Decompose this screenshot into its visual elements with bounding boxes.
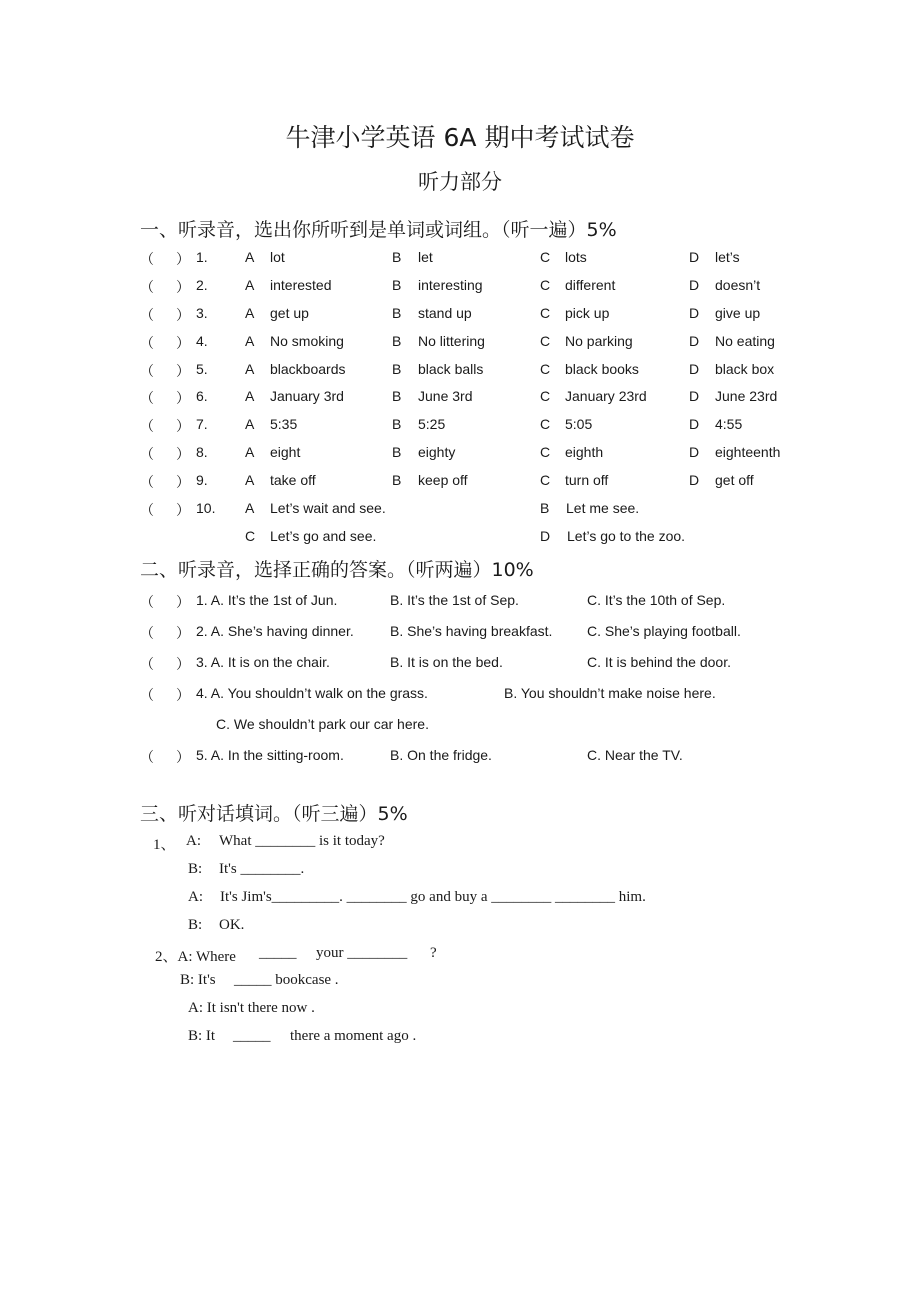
- option-text: pick up: [565, 305, 610, 321]
- option-text: January 23rd: [565, 388, 647, 404]
- option-text: different: [565, 277, 616, 293]
- answer-paren-open: （: [140, 363, 154, 379]
- dialogue-text: It's ________.: [219, 861, 305, 877]
- option-text: eighteenth: [715, 444, 781, 460]
- option-letter: D: [689, 361, 700, 377]
- dialogue-text: A:: [188, 889, 203, 905]
- option-letter: D: [689, 472, 700, 488]
- item-number: 3.: [196, 305, 208, 321]
- option-text: blackboards: [270, 361, 346, 377]
- option-letter: B: [540, 500, 550, 516]
- option-text: Let me see.: [566, 500, 640, 516]
- option-b: B. On the fridge.: [390, 747, 492, 763]
- dialogue-text: A: It isn't there now .: [188, 1000, 315, 1016]
- page-subtitle: 听力部分: [418, 170, 502, 194]
- option-text: stand up: [418, 305, 472, 321]
- answer-paren-close: ）: [176, 307, 190, 323]
- option-text: Let’s go to the zoo.: [567, 528, 686, 544]
- item-number: 1.: [196, 249, 208, 265]
- option-letter: B: [392, 333, 402, 349]
- option-letter: D: [689, 388, 700, 404]
- option-c: C. Near the TV.: [587, 747, 683, 763]
- option-c: C. It is behind the door.: [587, 654, 731, 670]
- section2-heading: 二、听录音，选择正确的答案。（听两遍）10%: [140, 559, 534, 581]
- answer-paren-close: ）: [176, 502, 190, 518]
- dialogue-text: there a moment ago .: [290, 1028, 417, 1044]
- answer-paren-open: （: [140, 446, 154, 462]
- option-text: get up: [270, 305, 309, 321]
- answer-paren-close: ）: [176, 335, 190, 351]
- option-letter: A: [245, 249, 255, 265]
- answer-paren-open: （: [140, 474, 154, 490]
- option-text: turn off: [565, 472, 609, 488]
- option-text: black books: [565, 361, 639, 377]
- option-text: 4:55: [715, 416, 743, 432]
- option-letter: A: [245, 388, 255, 404]
- answer-paren-open: （: [140, 279, 154, 295]
- option-letter: B: [392, 305, 402, 321]
- option-letter: D: [540, 528, 551, 544]
- answer-paren-close: ）: [176, 390, 190, 406]
- option-letter: D: [689, 333, 700, 349]
- dialogue-text: B: It: [188, 1028, 216, 1044]
- dialogue-text: B:: [188, 861, 203, 877]
- dialogue-text: A:: [186, 833, 201, 849]
- answer-paren-close: ）: [176, 363, 190, 379]
- option-text: 5:35: [270, 416, 298, 432]
- option-letter: B: [392, 249, 402, 265]
- option-b: B. You shouldn’t make noise here.: [504, 685, 716, 701]
- option-letter: B: [392, 388, 402, 404]
- option-a: 2. A. She’s having dinner.: [196, 623, 354, 639]
- option-a: 4. A. You shouldn’t walk on the grass.: [196, 685, 428, 701]
- answer-paren-open: （: [140, 390, 154, 406]
- option-text: January 3rd: [270, 388, 344, 404]
- section3-heading: 三、听对话填词。（听三遍）5%: [140, 803, 408, 825]
- option-text: let: [418, 249, 433, 265]
- dialogue-text: 2、A: Where: [155, 949, 236, 965]
- option-text: lot: [270, 249, 285, 265]
- option-text: 5:05: [565, 416, 593, 432]
- option-text: No smoking: [270, 333, 344, 349]
- option-text: interesting: [418, 277, 483, 293]
- answer-paren-open: （: [140, 251, 154, 267]
- dialogue-text: B:: [188, 917, 203, 933]
- answer-paren-open: （: [140, 307, 154, 323]
- answer-paren-close: ）: [176, 656, 190, 672]
- option-text: get off: [715, 472, 754, 488]
- option-text: keep off: [418, 472, 468, 488]
- answer-paren-close: ）: [176, 749, 190, 765]
- page-title: 牛津小学英语 6A 期中考试试卷: [285, 123, 635, 152]
- option-letter: D: [689, 305, 700, 321]
- option-c: C. We shouldn’t park our car here.: [216, 716, 429, 732]
- dialogue-text: What ________ is it today?: [219, 833, 385, 849]
- option-b: B. It is on the bed.: [390, 654, 503, 670]
- item-number: 2.: [196, 277, 208, 293]
- option-text: No littering: [418, 333, 485, 349]
- option-letter: B: [392, 416, 402, 432]
- answer-paren-close: ）: [176, 251, 190, 267]
- option-letter: B: [392, 277, 402, 293]
- option-text: Let’s wait and see.: [270, 500, 386, 516]
- option-letter: A: [245, 444, 255, 460]
- option-letter: C: [540, 444, 551, 460]
- option-letter: C: [540, 472, 551, 488]
- option-letter: A: [245, 416, 255, 432]
- option-c: C. It’s the 10th of Sep.: [587, 592, 726, 608]
- answer-paren-open: （: [140, 625, 154, 641]
- option-text: June 23rd: [715, 388, 778, 404]
- option-letter: C: [540, 305, 551, 321]
- item-number: 5.: [196, 361, 208, 377]
- dialogue-text: 1、: [153, 837, 176, 853]
- option-letter: A: [245, 305, 255, 321]
- option-letter: C: [540, 388, 551, 404]
- option-b: B. She’s having breakfast.: [390, 623, 553, 639]
- item-number: 6.: [196, 388, 208, 404]
- option-letter: A: [245, 361, 255, 377]
- item-number: 8.: [196, 444, 208, 460]
- answer-paren-open: （: [140, 687, 154, 703]
- option-text: black box: [715, 361, 775, 377]
- option-text: eighth: [565, 444, 604, 460]
- option-text: Let’s go and see.: [270, 528, 377, 544]
- answer-paren-close: ）: [176, 418, 190, 434]
- option-text: let’s: [715, 249, 740, 265]
- item-number: 4.: [196, 333, 208, 349]
- answer-paren-close: ）: [176, 446, 190, 462]
- option-letter: C: [540, 277, 551, 293]
- option-text: No eating: [715, 333, 775, 349]
- answer-paren-close: ）: [176, 474, 190, 490]
- dialogue-text: It's Jim's_________. ________ go and buy a ________ ________ him.: [220, 889, 646, 905]
- option-a: 3. A. It is on the chair.: [196, 654, 330, 670]
- option-letter: C: [540, 333, 551, 349]
- option-letter: B: [392, 472, 402, 488]
- option-letter: C: [245, 528, 256, 544]
- option-b: B. It’s the 1st of Sep.: [390, 592, 519, 608]
- answer-paren-open: （: [140, 502, 154, 518]
- option-letter: D: [689, 444, 700, 460]
- option-text: June 3rd: [418, 388, 473, 404]
- dialogue-text: _____: [259, 945, 297, 961]
- answer-paren-open: （: [140, 418, 154, 434]
- option-letter: C: [540, 416, 551, 432]
- item-number: 10.: [196, 500, 216, 516]
- option-text: lots: [565, 249, 587, 265]
- option-letter: D: [689, 277, 700, 293]
- option-text: black balls: [418, 361, 484, 377]
- option-text: take off: [270, 472, 316, 488]
- option-letter: B: [392, 361, 402, 377]
- item-number: 9.: [196, 472, 208, 488]
- option-text: interested: [270, 277, 332, 293]
- section1-heading: 一、听录音，选出你所听到是单词或词组。（听一遍）5%: [140, 219, 617, 241]
- answer-paren-close: ）: [176, 687, 190, 703]
- answer-paren-close: ）: [176, 625, 190, 641]
- option-text: eighty: [418, 444, 456, 460]
- option-letter: C: [540, 249, 551, 265]
- answer-paren-open: （: [140, 656, 154, 672]
- item-number: 7.: [196, 416, 208, 432]
- answer-paren-open: （: [140, 594, 154, 610]
- answer-paren-close: ）: [176, 279, 190, 295]
- dialogue-text: OK.: [219, 917, 245, 933]
- dialogue-text: your ________: [316, 945, 408, 961]
- option-letter: A: [245, 472, 255, 488]
- option-letter: C: [540, 361, 551, 377]
- answer-paren-open: （: [140, 749, 154, 765]
- option-a: 1. A. It’s the 1st of Jun.: [196, 592, 338, 608]
- option-text: give up: [715, 305, 761, 321]
- dialogue-text: ?: [430, 945, 437, 961]
- option-text: doesn’t: [715, 277, 761, 293]
- option-letter: A: [245, 500, 255, 516]
- answer-paren-close: ）: [176, 594, 190, 610]
- option-letter: A: [245, 277, 255, 293]
- option-letter: A: [245, 333, 255, 349]
- option-text: No parking: [565, 333, 633, 349]
- option-letter: D: [689, 249, 700, 265]
- option-c: C. She’s playing football.: [587, 623, 741, 639]
- option-letter: D: [689, 416, 700, 432]
- option-a: 5. A. In the sitting-room.: [196, 747, 344, 763]
- option-text: eight: [270, 444, 301, 460]
- answer-paren-open: （: [140, 335, 154, 351]
- dialogue-text: _____: [233, 1028, 271, 1044]
- dialogue-text: _____ bookcase .: [234, 972, 339, 988]
- option-letter: B: [392, 444, 402, 460]
- option-text: 5:25: [418, 416, 446, 432]
- dialogue-text: B: It's: [180, 972, 216, 988]
